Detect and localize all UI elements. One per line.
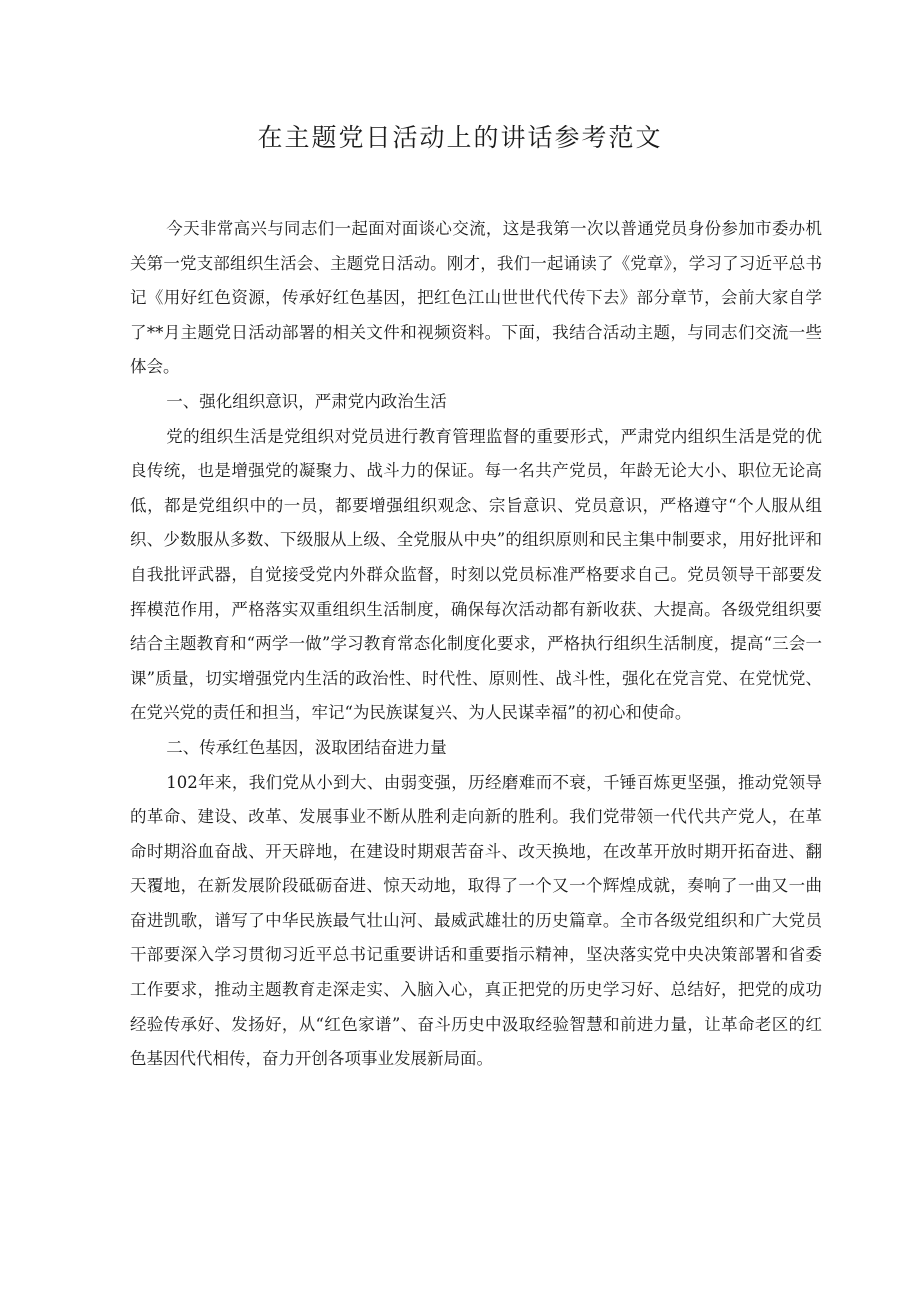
paragraph-section-2: 102年来，我们党从小到大、由弱变强，历经磨难而不衰，千锤百炼更坚强，推动党领导的革命、建设、改革、发展事业不断从胜利走向新的胜利。我们党带领一代代共产党人，在革命时期浴血奋战、开天辟地，在建设时期艰苦奋斗、改天换地，在改革开放时期开拓奋进、翻天覆地，在新发展阶段砥砺奋进、惊天动地，取得了一个又一个辉煌成就，奏响了一曲又一曲奋进凯歌，谱写了中华民族最气壮山河、最威武雄壮的历史篇章。全市各级党组织和广大党员干部要深入学习贯彻习近平总书记重要讲话和重要指示精神，坚决落实党中央决策部署和省委工作要求，推动主题教育走深走实、入脑入心，真正把党的历史学习好、总结好，把党的成功经验传承好、发扬好，从“红色家谱”、奋斗历史中汲取经验智慧和前进力量，让革命老区的红色基因代代相传，奋力开创各项事业发展新局面。	[130, 772, 822, 1069]
section-heading-2: 二、传承红色基因，汲取团结奋进力量	[166, 737, 447, 757]
document-body	[130, 212, 822, 1077]
paragraph-intro: 今天非常高兴与同志们一起面对面谈心交流，这是我第一次以普通党员身份参加市委办机关第一党支部组织生活会、主题党日活动。刚才，我们一起诵读了《党章》，学习了习近平总书记《用好红色资源，传承好红色基因，把红色江山世世代代传下去》部分章节，会前大家自学了**月主题党日活动部署的相关文件和视频资料。下面，我结合活动主题，与同志们交流一些体会。	[130, 219, 822, 377]
section-heading-1: 一、强化组织意识，严肃党内政治生活	[166, 391, 447, 411]
document-title: 在主题党日活动上的讲话参考范文	[257, 123, 663, 152]
paragraph-section-1: 党的组织生活是党组织对党员进行教育管理监督的重要形式，严肃党内组织生活是党的优良传统，也是增强党的凝聚力、战斗力的保证。每一名共产党员，年龄无论大小、职位无论高低，都是党组织中的一员，都要增强组织观念、宗旨意识、党员意识，严格遵守“个人服从组织、少数服从多数、下级服从上级、全党服从中央”的组织原则和民主集中制要求，用好批评和自我批评武器，自觉接受党内外群众监督，时刻以党员标准严格要求自己。党员领导干部要发挥模范作用，严格落实双重组织生活制度，确保每次活动都有新收获、大提高。各级党组织要结合主题教育和“两学一做”学习教育常态化制度化要求，严格执行组织生活制度，提高“三会一课”质量，切实增强党内生活的政治性、时代性、原则性、战斗性，强化在党言党、在党忧党、在党兴党的责任和担当，牢记“为民族谋复兴、为人民谋幸福”的初心和使命。	[130, 426, 822, 723]
